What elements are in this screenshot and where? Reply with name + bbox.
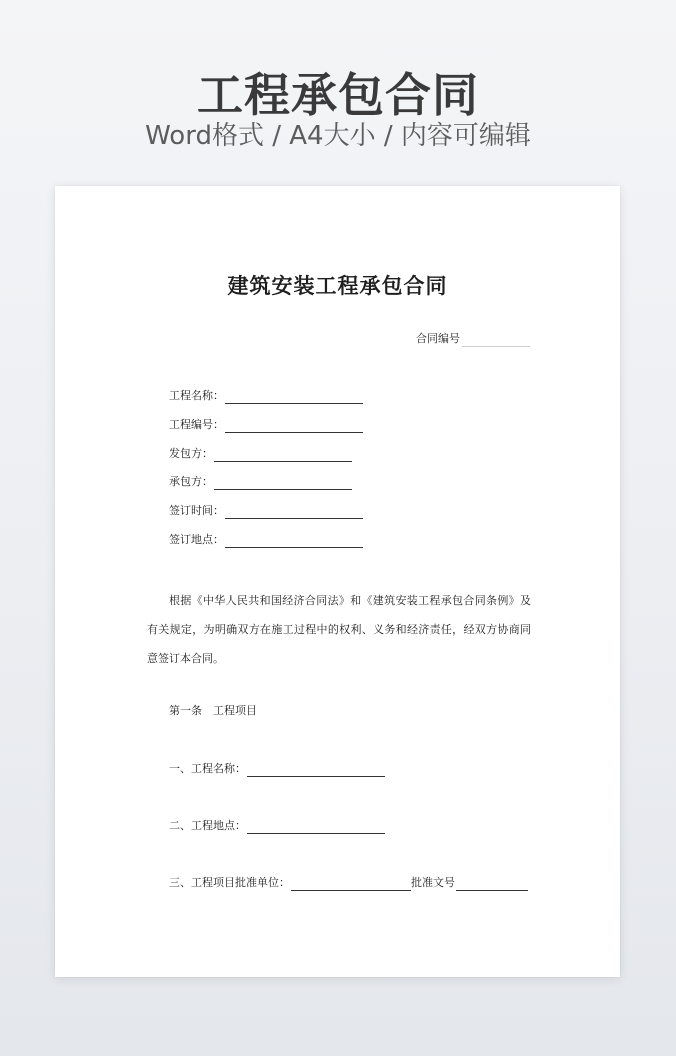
item-blank[interactable] [247, 821, 385, 834]
item-blank[interactable] [247, 764, 385, 777]
field-employer [169, 446, 352, 462]
item-project-location [169, 818, 385, 834]
field-blank[interactable] [214, 449, 352, 462]
approval-number-label: 批准文号 [411, 876, 455, 889]
approval-number-blank[interactable] [456, 878, 528, 891]
field-blank[interactable] [225, 535, 363, 548]
field-blank[interactable] [225, 420, 363, 433]
item-label: 一、工程名称： [169, 762, 246, 775]
approval-unit-blank[interactable] [291, 878, 411, 891]
field-label: 签订地点： [169, 533, 224, 546]
field-label: 签订时间： [169, 504, 224, 517]
field-project-name [169, 388, 363, 404]
field-label: 发包方： [169, 447, 213, 460]
item-label: 三、工程项目批准单位： [169, 876, 290, 889]
article-heading: 第一条 工程项目 [169, 704, 257, 717]
document-title: 建筑安装工程承包合同 [227, 273, 448, 298]
field-project-number [169, 417, 363, 433]
contract-number-field [416, 331, 530, 347]
field-label: 工程编号： [169, 418, 224, 431]
contract-number-blank[interactable] [462, 333, 530, 347]
field-blank[interactable] [225, 391, 363, 404]
field-blank[interactable] [214, 477, 352, 490]
field-label: 承包方： [169, 475, 213, 488]
field-label: 工程名称： [169, 389, 224, 402]
document-page [55, 186, 620, 977]
item-label: 二、工程地点： [169, 819, 246, 832]
field-signing-time [169, 503, 363, 519]
item-project-name [169, 761, 385, 777]
preamble-paragraph: 根据《中华人民共和国经济合同法》和《建筑安装工程承包合同条例》及有关规定，为明确双方在施工过程中的权利、义务和经济责任，经双方协商同意签订本合同。 [147, 594, 531, 665]
contract-number-label: 合同编号 [416, 332, 460, 345]
field-signing-place [169, 532, 363, 548]
banner-title: 工程承包合同 [197, 68, 479, 122]
field-blank[interactable] [225, 506, 363, 519]
banner-subtitle: Word格式 / A4大小 / 内容可编辑 [145, 121, 531, 151]
field-contractor [169, 474, 352, 490]
item-approval-unit [169, 875, 528, 891]
